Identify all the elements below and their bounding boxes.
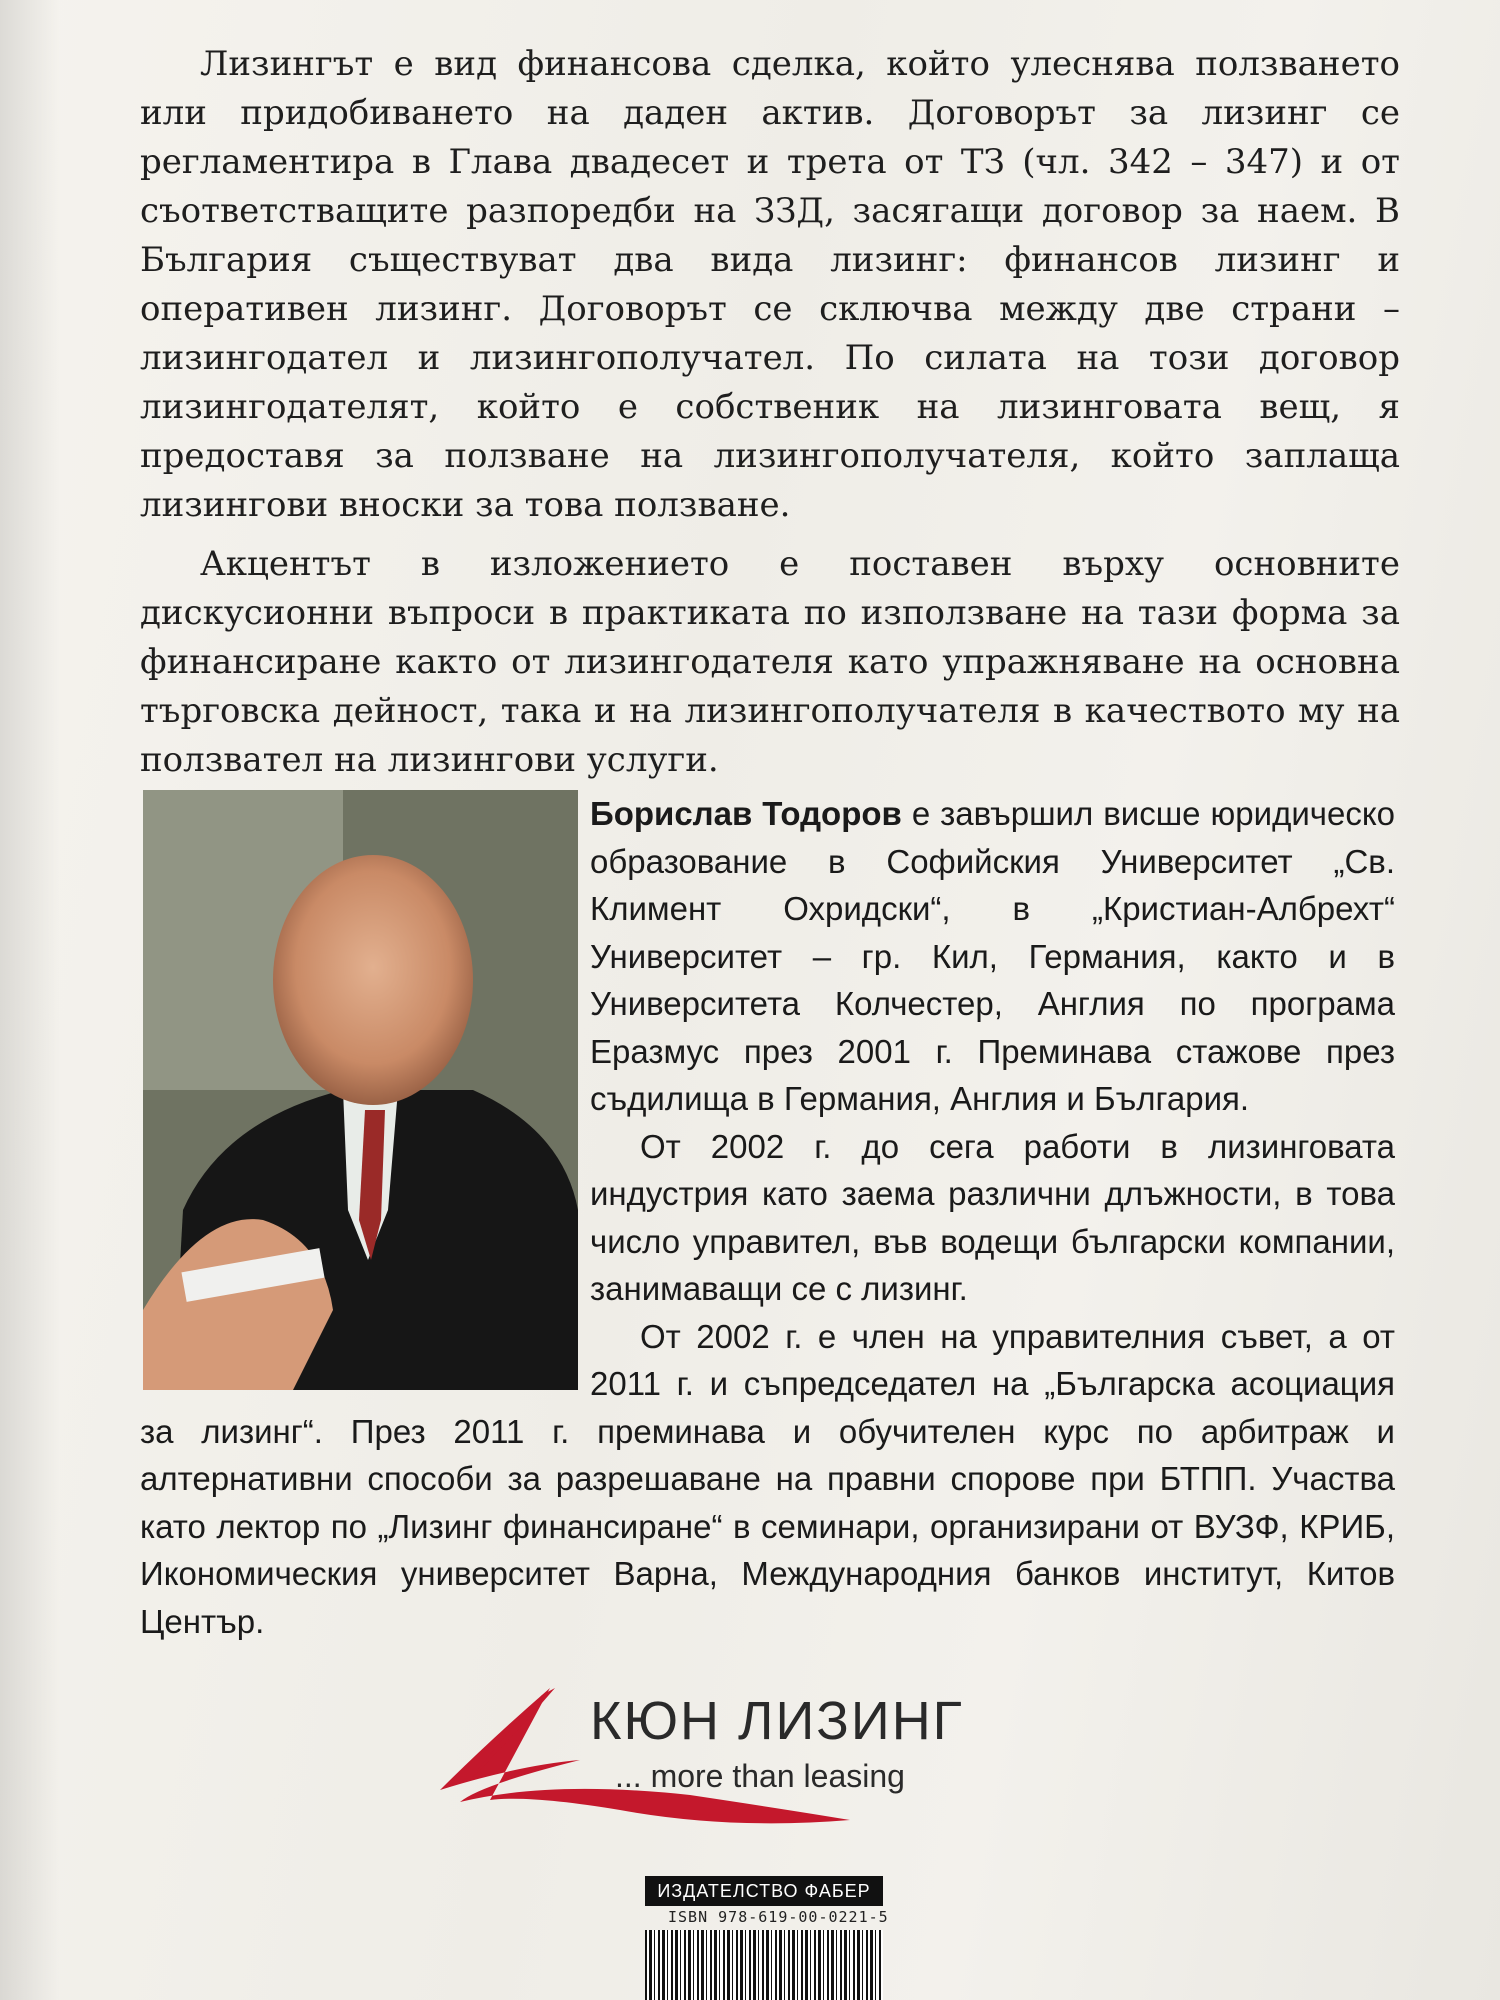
author-name: Борислав Тодоров bbox=[590, 795, 902, 832]
bio-text-1: е завършил висше юридическо образование в Софийския Университет „Св. Климент Охридски“, в „Кристиан-Албрехт“ Университет – гр. Кил, Германия, както и в Университета Колчестер, Англия по програма Еразмус през 2001 г. Преминава стажове през съдилища в Германия, Англия и България. bbox=[590, 795, 1395, 1117]
kuehne-leasing-logo bbox=[430, 1680, 1050, 1850]
bio-paragraph-2: От 2002 г. до сега работи в лизинговата индустрия като заема различни длъжности, в това число управител, във водещи български компании, занимаващи се с лизинг. bbox=[590, 1127, 1395, 1307]
author-bio bbox=[140, 790, 1395, 1645]
bio-paragraph-3: От 2002 г. е член на управителния съвет, а от 2011 г. и съпредседател на „Българска асоциация за лизинг“. През 2011 г. преминава и обучителен курс по арбитраж и алтернативни способи за разрешаване на правни спорове при БТПП. Участва като лектор по „Лизинг финансиране“ в семинари, организирани от ВУЗФ, КРИБ, Икономическия университет Варна, Международния банков институт, Китов Център. bbox=[140, 1317, 1395, 1640]
logo-tagline: ... more than leasing bbox=[615, 1758, 905, 1794]
intro-paragraph-2: Акцентът в изложението е поставен върху основните дискусионни въпроси в практиката по използване на тази форма за финансиране както от лизингодателя като упражняване на основна търговска дейност, така и на лизингополучателя в качеството му на ползвател на лизингови услуги. bbox=[140, 544, 1400, 780]
page-shadow bbox=[0, 0, 60, 2000]
barcode bbox=[645, 1930, 883, 2000]
isbn-number: ISBN 978-619-00-0221-5 bbox=[668, 1908, 889, 1926]
intro-paragraph-1: Лизингът е вид финансова сделка, който улеснява ползването или придобиването на даден актив. Договорът за лизинг се регламентира в Глава двадесет и трета от ТЗ (чл. 342 – 347) и от съответстващите разпоредби на ЗЗД, засягащи договор за наем. В България съществуват два вида лизинг: финансов лизинг и оперативен лизинг. Договорът се сключва между две страни – лизингодател и лизингополучател. По силата на този договор лизингодателят, който е собственик на лизинговата вещ, я предоставя за ползване на лизингополучателя, който заплаща лизингови вноски за това ползване. bbox=[140, 44, 1400, 525]
intro-text bbox=[140, 40, 1400, 795]
photo-spacer bbox=[140, 790, 590, 1400]
publisher-label: ИЗДАТЕЛСТВО ФАБЕР bbox=[645, 1876, 883, 1906]
logo-name: КЮН ЛИЗИНГ bbox=[590, 1691, 964, 1751]
